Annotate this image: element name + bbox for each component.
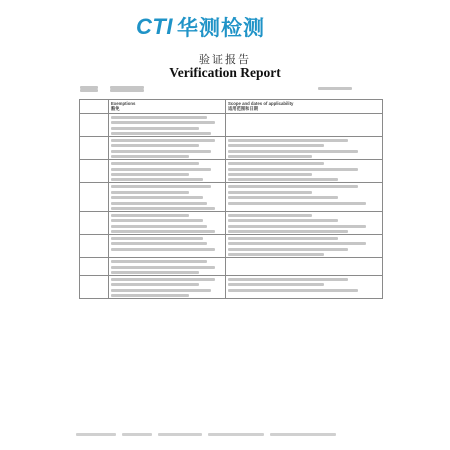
- unreadable-text-line: [111, 283, 199, 286]
- report-meta: [80, 86, 144, 92]
- exemption-scope-cell: [226, 211, 383, 234]
- unreadable-text-line: [111, 121, 215, 124]
- exemption-scope-cell: [226, 183, 383, 212]
- logo-name: 华测检测: [176, 16, 265, 40]
- unreadable-text-line: [228, 150, 358, 153]
- exemption-description-cell: [109, 211, 226, 234]
- table-row: [80, 113, 383, 136]
- unreadable-text-line: [228, 248, 348, 251]
- exemption-description-cell: [109, 258, 226, 276]
- exemption-scope-cell: [226, 235, 383, 258]
- table-row: [80, 258, 383, 276]
- header-exemptions-en: Exemptions: [111, 101, 136, 106]
- unreadable-text-line: [111, 219, 203, 222]
- unreadable-text-line: [228, 139, 348, 142]
- unreadable-text-line: [111, 230, 215, 233]
- table-header-row: [80, 100, 383, 114]
- footer-hotline: [76, 433, 116, 436]
- company-logo: [136, 12, 265, 42]
- exemption-description-cell: [109, 113, 226, 136]
- unreadable-text-line: [111, 271, 199, 274]
- unreadable-text-line: [228, 191, 312, 194]
- unreadable-text-line: [111, 144, 199, 147]
- exemption-id-cell: [80, 183, 109, 212]
- exemption-id-cell: [80, 235, 109, 258]
- unreadable-text-line: [111, 214, 189, 217]
- unreadable-text-line: [111, 132, 211, 135]
- report-title-cn: 验证报告: [199, 54, 251, 66]
- unreadable-text-line: [111, 242, 207, 245]
- unreadable-text-line: [111, 278, 215, 281]
- unreadable-text-line: [111, 162, 199, 165]
- unreadable-text-line: [111, 207, 215, 210]
- header-cell-scope: [226, 100, 383, 114]
- report-no-label: [80, 89, 98, 92]
- exemption-scope-cell: [226, 113, 383, 136]
- exemption-id-cell: [80, 136, 109, 159]
- unreadable-text-line: [111, 116, 207, 119]
- exemption-scope-cell: [226, 160, 383, 183]
- unreadable-text-line: [111, 155, 189, 158]
- exemption-description-cell: [109, 160, 226, 183]
- exemption-scope-cell: [226, 258, 383, 276]
- table-row: [80, 183, 383, 212]
- header-scope-cn: 适用范围和日期: [228, 106, 259, 112]
- unreadable-text-line: [228, 219, 338, 222]
- footer-complaint: [208, 433, 264, 436]
- unreadable-text-line: [228, 230, 348, 233]
- unreadable-text-line: [111, 289, 211, 292]
- unreadable-text-line: [111, 237, 203, 240]
- logo-mark: CTI: [136, 14, 173, 39]
- exemption-description-cell: [109, 235, 226, 258]
- exemption-id-cell: [80, 211, 109, 234]
- unreadable-text-line: [111, 178, 203, 181]
- unreadable-text-line: [228, 214, 312, 217]
- header-cell-exemptions: [109, 100, 226, 114]
- report-title-en: Verification Report: [169, 65, 281, 80]
- unreadable-text-line: [228, 144, 324, 147]
- unreadable-text-line: [111, 173, 189, 176]
- footer-email: [158, 433, 202, 436]
- unreadable-text-line: [111, 196, 203, 199]
- unreadable-text-line: [228, 185, 358, 188]
- exemption-id-cell: [80, 160, 109, 183]
- table-row: [80, 276, 383, 299]
- header-exemptions-cn: 豁免: [111, 106, 120, 112]
- exemption-description-cell: [109, 183, 226, 212]
- unreadable-text-line: [111, 127, 199, 130]
- unreadable-text-line: [111, 185, 211, 188]
- page-footer: [76, 433, 376, 436]
- report-no-row: [80, 89, 144, 92]
- table-row: [80, 160, 383, 183]
- unreadable-text-line: [228, 278, 348, 281]
- table-row: [80, 211, 383, 234]
- exemption-id-cell: [80, 258, 109, 276]
- unreadable-text-line: [111, 150, 211, 153]
- unreadable-text-line: [228, 196, 338, 199]
- header-cell-id: [80, 100, 109, 114]
- unreadable-text-line: [111, 202, 207, 205]
- unreadable-text-line: [111, 191, 189, 194]
- unreadable-text-line: [111, 266, 215, 269]
- table-row: [80, 235, 383, 258]
- page-number-value: [318, 87, 352, 90]
- exemption-scope-cell: [226, 276, 383, 299]
- unreadable-text-line: [228, 173, 312, 176]
- unreadable-text-line: [228, 253, 324, 256]
- unreadable-text-line: [228, 168, 358, 171]
- unreadable-text-line: [111, 139, 215, 142]
- unreadable-text-line: [111, 260, 207, 263]
- exemption-id-cell: [80, 113, 109, 136]
- unreadable-text-line: [111, 248, 215, 251]
- unreadable-text-line: [228, 289, 358, 292]
- page-meta: [318, 86, 352, 91]
- header-scope-en: Scope and dates of applicability: [228, 101, 294, 106]
- unreadable-text-line: [111, 168, 211, 171]
- exemption-description-cell: [109, 136, 226, 159]
- unreadable-text-line: [228, 242, 366, 245]
- table-body: [80, 113, 383, 298]
- unreadable-text-line: [228, 283, 324, 286]
- unreadable-text-line: [228, 202, 366, 205]
- exemption-id-cell: [80, 276, 109, 299]
- footer-web: [122, 433, 152, 436]
- unreadable-text-line: [228, 237, 338, 240]
- report-no-value: [110, 89, 144, 92]
- unreadable-text-line: [228, 162, 324, 165]
- unreadable-text-line: [228, 155, 312, 158]
- exemption-scope-cell: [226, 136, 383, 159]
- unreadable-text-line: [228, 225, 366, 228]
- footer-contact: [270, 433, 336, 436]
- unreadable-text-line: [228, 178, 338, 181]
- exemption-description-cell: [109, 276, 226, 299]
- exemption-table: [79, 99, 383, 299]
- unreadable-text-line: [111, 294, 189, 297]
- unreadable-text-line: [111, 225, 207, 228]
- table-row: [80, 136, 383, 159]
